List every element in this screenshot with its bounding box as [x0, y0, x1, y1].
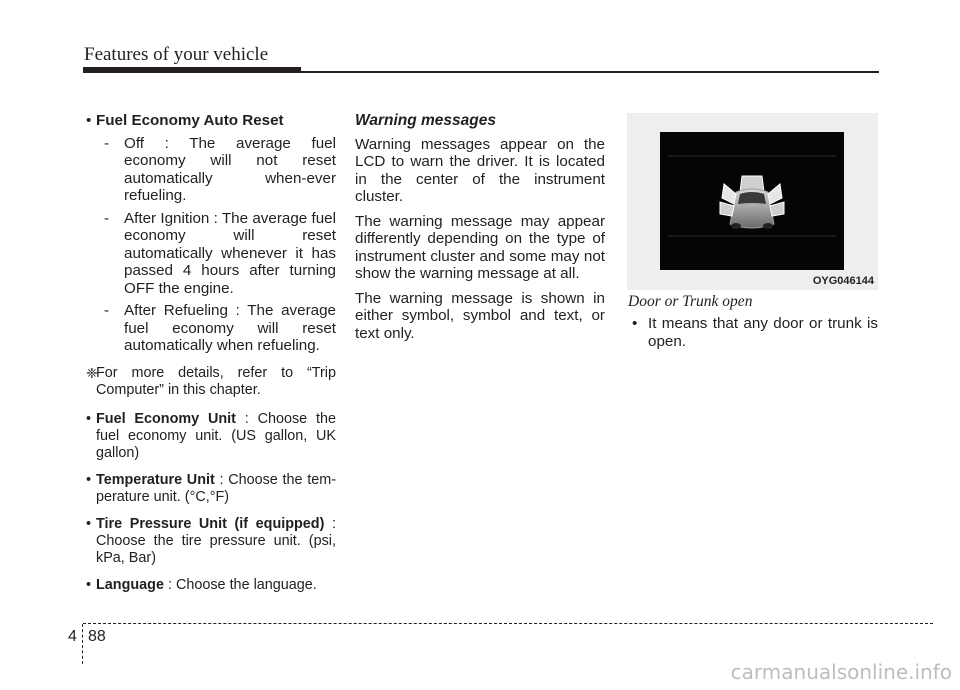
footer-rule: [83, 623, 933, 624]
fuel-reset-label: Fuel Economy Auto Reset: [96, 112, 284, 129]
header-rule-thin: [301, 71, 879, 73]
fuel-reset-option-off: - Off : The average fuel economy will not reset automatically when-ever refueling.: [104, 134, 336, 204]
header-rule-thick: [83, 67, 301, 73]
page-number: 88: [88, 628, 106, 645]
trip-computer-note: [86, 365, 336, 399]
tire-pressure-unit-text: : Choose the tire pressure unit. (psi, kPa, Bar): [96, 515, 336, 566]
option-text: Off : The average fuel economy will not reset automatically when-ever refueling.: [124, 134, 336, 204]
language-text: : Choose the language.: [163, 576, 317, 593]
left-column: [86, 112, 336, 604]
warning-paragraph-2: The warning message may appear differently depending on the type of instrument cluster and some may not show the warning message at all.: [355, 212, 605, 282]
cluster-lcd-screen: [660, 132, 844, 270]
language-item: [86, 577, 336, 594]
language-label: Language: [96, 576, 164, 593]
watermark: carmanualsonline.info: [730, 660, 952, 684]
fuel-unit-label: Fuel Economy Unit: [96, 410, 236, 427]
fuel-reset-option-after-ignition: - After Ignition : The average fuel economy will reset automatically whenever it has passed 4 hours after turning OFF the engine.: [104, 209, 336, 297]
fuel-unit-item: [86, 411, 336, 462]
middle-column: [355, 112, 605, 349]
warning-paragraph-3: The warning message is shown in either symbol, symbol and text, or text only.: [355, 289, 605, 342]
page-header-title: Features of your vehicle: [84, 44, 269, 65]
temperature-unit-text: : Choose the tem-perature unit. (°C,°F): [96, 471, 337, 505]
fuel-reset-item: [86, 112, 336, 355]
warning-paragraph-1: Warning messages appear on the LCD to warn the driver. It is located in the center of the instrument cluster.: [355, 135, 605, 205]
tire-pressure-unit-item: [86, 516, 336, 567]
note-text: For more details, refer to “Trip Computer” in this chapter.: [96, 364, 336, 398]
temperature-unit-item: [86, 472, 336, 506]
figure-code: OYG046144: [812, 275, 874, 287]
warning-messages-heading: Warning messages: [355, 112, 496, 129]
option-text: After Refueling : The average fuel economy will reset automatically when refueling.: [124, 302, 336, 354]
car-doors-open-icon: [660, 132, 844, 270]
door-open-bullet: • It means that any door or trunk is open.: [628, 315, 878, 350]
figure-caption: Door or Trunk open: [628, 293, 753, 310]
fuel-unit-text: : Choose the fuel economy unit. (US gallon, UK gallon): [96, 410, 336, 461]
tire-pressure-unit-label: Tire Pressure Unit (if equipped): [96, 515, 325, 532]
temperature-unit-label: Temperature Unit: [96, 471, 215, 488]
chapter-number: 4: [68, 628, 77, 645]
option-text: After Ignition : The average fuel economy will reset automatically whenever it has passed 4 hours after turning OFF the engine.: [124, 209, 336, 297]
door-open-description: [628, 315, 878, 360]
fuel-reset-option-after-refueling: - After Refueling : The average fuel economy will reset automatically when refueling.: [104, 302, 336, 354]
note-mark-icon: ❈: [86, 364, 98, 381]
door-open-figure: [627, 113, 878, 290]
footer-divider: [82, 624, 83, 664]
